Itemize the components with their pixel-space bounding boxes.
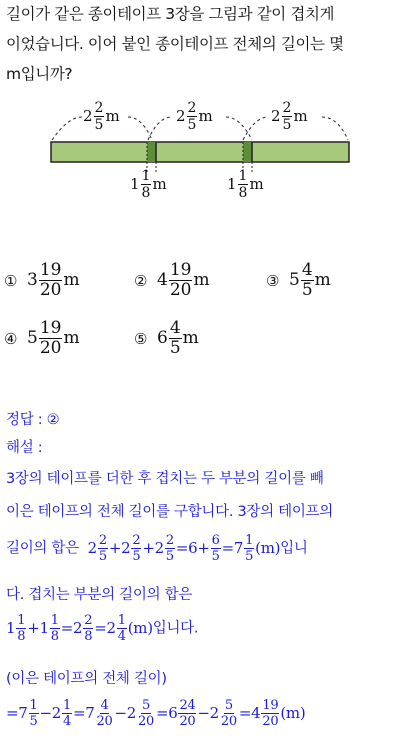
question-line-1: 길이가 같은 종이테이프 3장을 그림과 같이 겹치게 — [6, 5, 335, 23]
brace-1-left — [52, 117, 82, 140]
explanation-line-4: 다. 겹치는 부분의 길이의 합은 — [6, 587, 193, 603]
choice-2[interactable]: ② 4 $\frac{19}{20}$ m — [134, 260, 210, 300]
brace-1-right — [128, 117, 152, 140]
choice-1[interactable]: ① 3 $\frac{19}{20}$ m — [4, 260, 80, 300]
overlap-label-2: 1 $\frac{1}{8}$ m — [227, 168, 264, 201]
tape-figure — [0, 95, 400, 210]
explanation-heading: 해설 : — [6, 440, 43, 456]
explanation-line-5: 1 $\frac{1}{8}$ +1 $\frac{1}{8}$ =2 $\frac{2}{8}$ =2 $\frac{1}{4}$ (m)입니다. — [6, 613, 199, 644]
brace-2-right — [226, 117, 252, 140]
tape-length-label-1: 2 $\frac{2}{5}$ m — [83, 100, 120, 133]
explanation-line-1: 3장의 테이프를 더한 후 겹치는 두 부분의 길이를 빼 — [6, 471, 324, 487]
tape-length-label-2: 2 $\frac{2}{5}$ m — [176, 100, 213, 133]
choice-4[interactable]: ④ 5 $\frac{19}{20}$ m — [4, 318, 80, 358]
overlap-2 — [243, 142, 252, 162]
tape-strip — [51, 142, 349, 162]
explanation-line-2: 이은 테이프의 전체 길이를 구합니다. 3장의 테이프의 — [6, 504, 333, 520]
explanation-line-6: (이은 테이프의 전체 길이) — [6, 671, 167, 687]
explanation-line-3: 길이의 합은 2 $\frac{2}{5}$ +2 $\frac{2}{5}$ +2 $\frac{2}{5}$ =6+ $\frac{6}{5}$ =7 $\frac{1}{5}$ (m)입니 — [6, 533, 308, 564]
overlap-1 — [147, 142, 156, 162]
explanation-line-7: =7 $\frac{1}{5}$ −2 $\frac{1}{4}$ =7 $\frac{4}{20}$ −2 $\frac{5}{20}$ =6 $\frac{24}{20}$ −2 $\frac{5}{20}$ =4 $\frac{19}{20}$ (m) — [6, 698, 306, 729]
overlap-label-1: 1 $\frac{1}{8}$ m — [130, 168, 167, 201]
brace-3-left — [243, 117, 268, 140]
choice-3[interactable]: ③ 5 $\frac{4}{5}$ m — [266, 260, 331, 300]
brace-2-left — [148, 117, 172, 140]
answer-label: 정답 : ② — [6, 412, 60, 428]
brace-3-right — [322, 117, 348, 140]
tape-length-label-3: 2 $\frac{2}{5}$ m — [271, 100, 308, 133]
choice-5[interactable]: ⑤ 6 $\frac{4}{5}$ m — [134, 318, 199, 358]
question-line-3: m입니까? — [6, 65, 73, 83]
question-line-2: 이었습니다. 이어 붙인 종이테이프 전체의 길이는 몇 — [6, 35, 344, 53]
